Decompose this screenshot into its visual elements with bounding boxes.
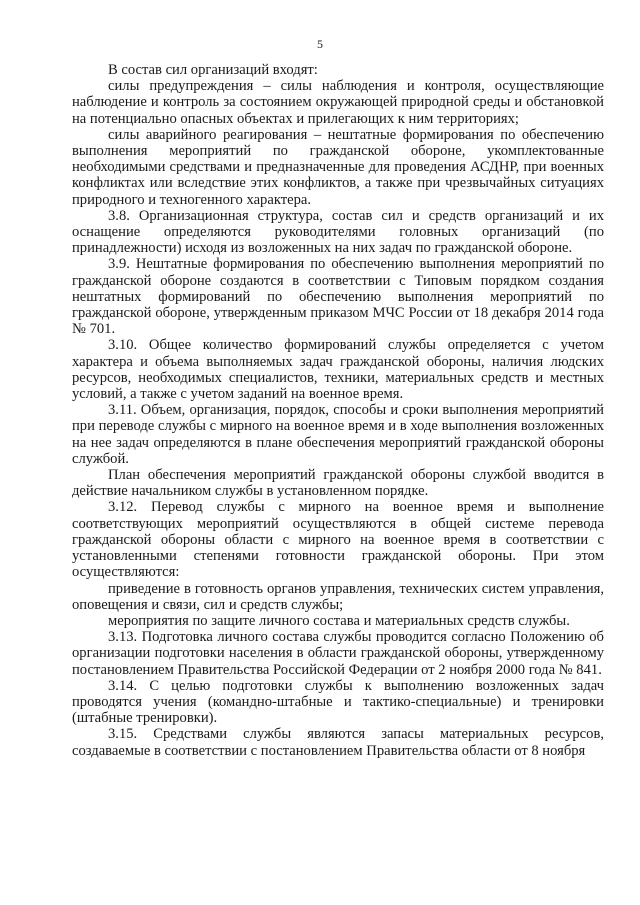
paragraph: 3.10. Общее количество формирований службы определяется с учетом характера и объема выполняемых задач гражданской обороны, наличия людских ресурсов, необходимых специалистов, техники, материальных средств и местных условий, а также с учетом заданий на военное время. — [72, 337, 604, 403]
paragraph: 3.15. Средствами службы являются запасы материальных ресурсов, создаваемые в соответствии с постановлением Правительства области от 8 ноября — [72, 726, 604, 759]
page-number: 5 — [317, 37, 323, 51]
paragraph: 3.8. Организационная структура, состав сил и средств организаций и их оснащение определяются руководителями головных организаций (по принадлежности) исходя из возложенных на них задач по гражданской обороне. — [72, 207, 604, 257]
paragraph: 3.9. Нештатные формирования по обеспечению выполнения мероприятий по гражданской обороне создаются в соответствии с Типовым порядком создания нештатных формирований по обеспечению выполнения мероприятий по гражданской обороне, утвержденным приказом МЧС России от 18 декабря 2014 года № 701. — [72, 256, 604, 338]
paragraph: В состав сил организаций входят: — [108, 62, 318, 78]
paragraph: мероприятия по защите личного состава и материальных средств службы. — [108, 612, 570, 629]
paragraph: 3.12. Перевод службы с мирного на военное время и выполнение соответствующих мероприятий осуществляются в общей системе перевода гражданской обороны области с мирного на военное время в соответствии с установленными степенями готовности гражданской обороны. При этом осуществляются: — [72, 499, 604, 581]
document-body — [72, 62, 604, 759]
paragraph: силы аварийного реагирования – нештатные формирования по обеспечению выполнения мероприятий по гражданской обороне, укомплектованные необходимыми средствами и предназначенные для проведения АСДНР, при военных конфликтах или вследствие этих конфликтов, а также при чрезвычайных ситуациях природного и техногенного характера. — [72, 126, 604, 208]
paragraph: План обеспечения мероприятий гражданской обороны службой вводится в действие начальником службы в установленном порядке. — [72, 467, 604, 500]
paragraph: силы предупреждения – силы наблюдения и контроля, осуществляющие наблюдение и контроль за состоянием окружающей природной среды и обстановкой на потенциально опасных объектах и прилегающих к ним территориях; — [72, 78, 604, 127]
paragraph: 3.14. С целью подготовки службы к выполнению возложенных задач проводятся учения (командно-штабные и тактико-специальные) и тренировки (штабные тренировки). — [72, 677, 604, 727]
paragraph: 3.13. Подготовка личного состава службы проводится согласно Положению об организации подготовки населения в области гражданской обороны, утвержденному постановлением Правительства Российской Федерации от 2 ноября 2000 года № 841. — [72, 629, 604, 678]
paragraph: 3.11. Объем, организация, порядок, способы и сроки выполнения мероприятий при переводе службы с мирного на военное время и в ходе выполнения возложенных на нее задач определяются в плане обеспечения мероприятий гражданской обороны службой. — [72, 402, 604, 467]
paragraph: приведение в готовность органов управления, технических систем управления, оповещения и связи, сил и средств службы; — [72, 580, 604, 613]
